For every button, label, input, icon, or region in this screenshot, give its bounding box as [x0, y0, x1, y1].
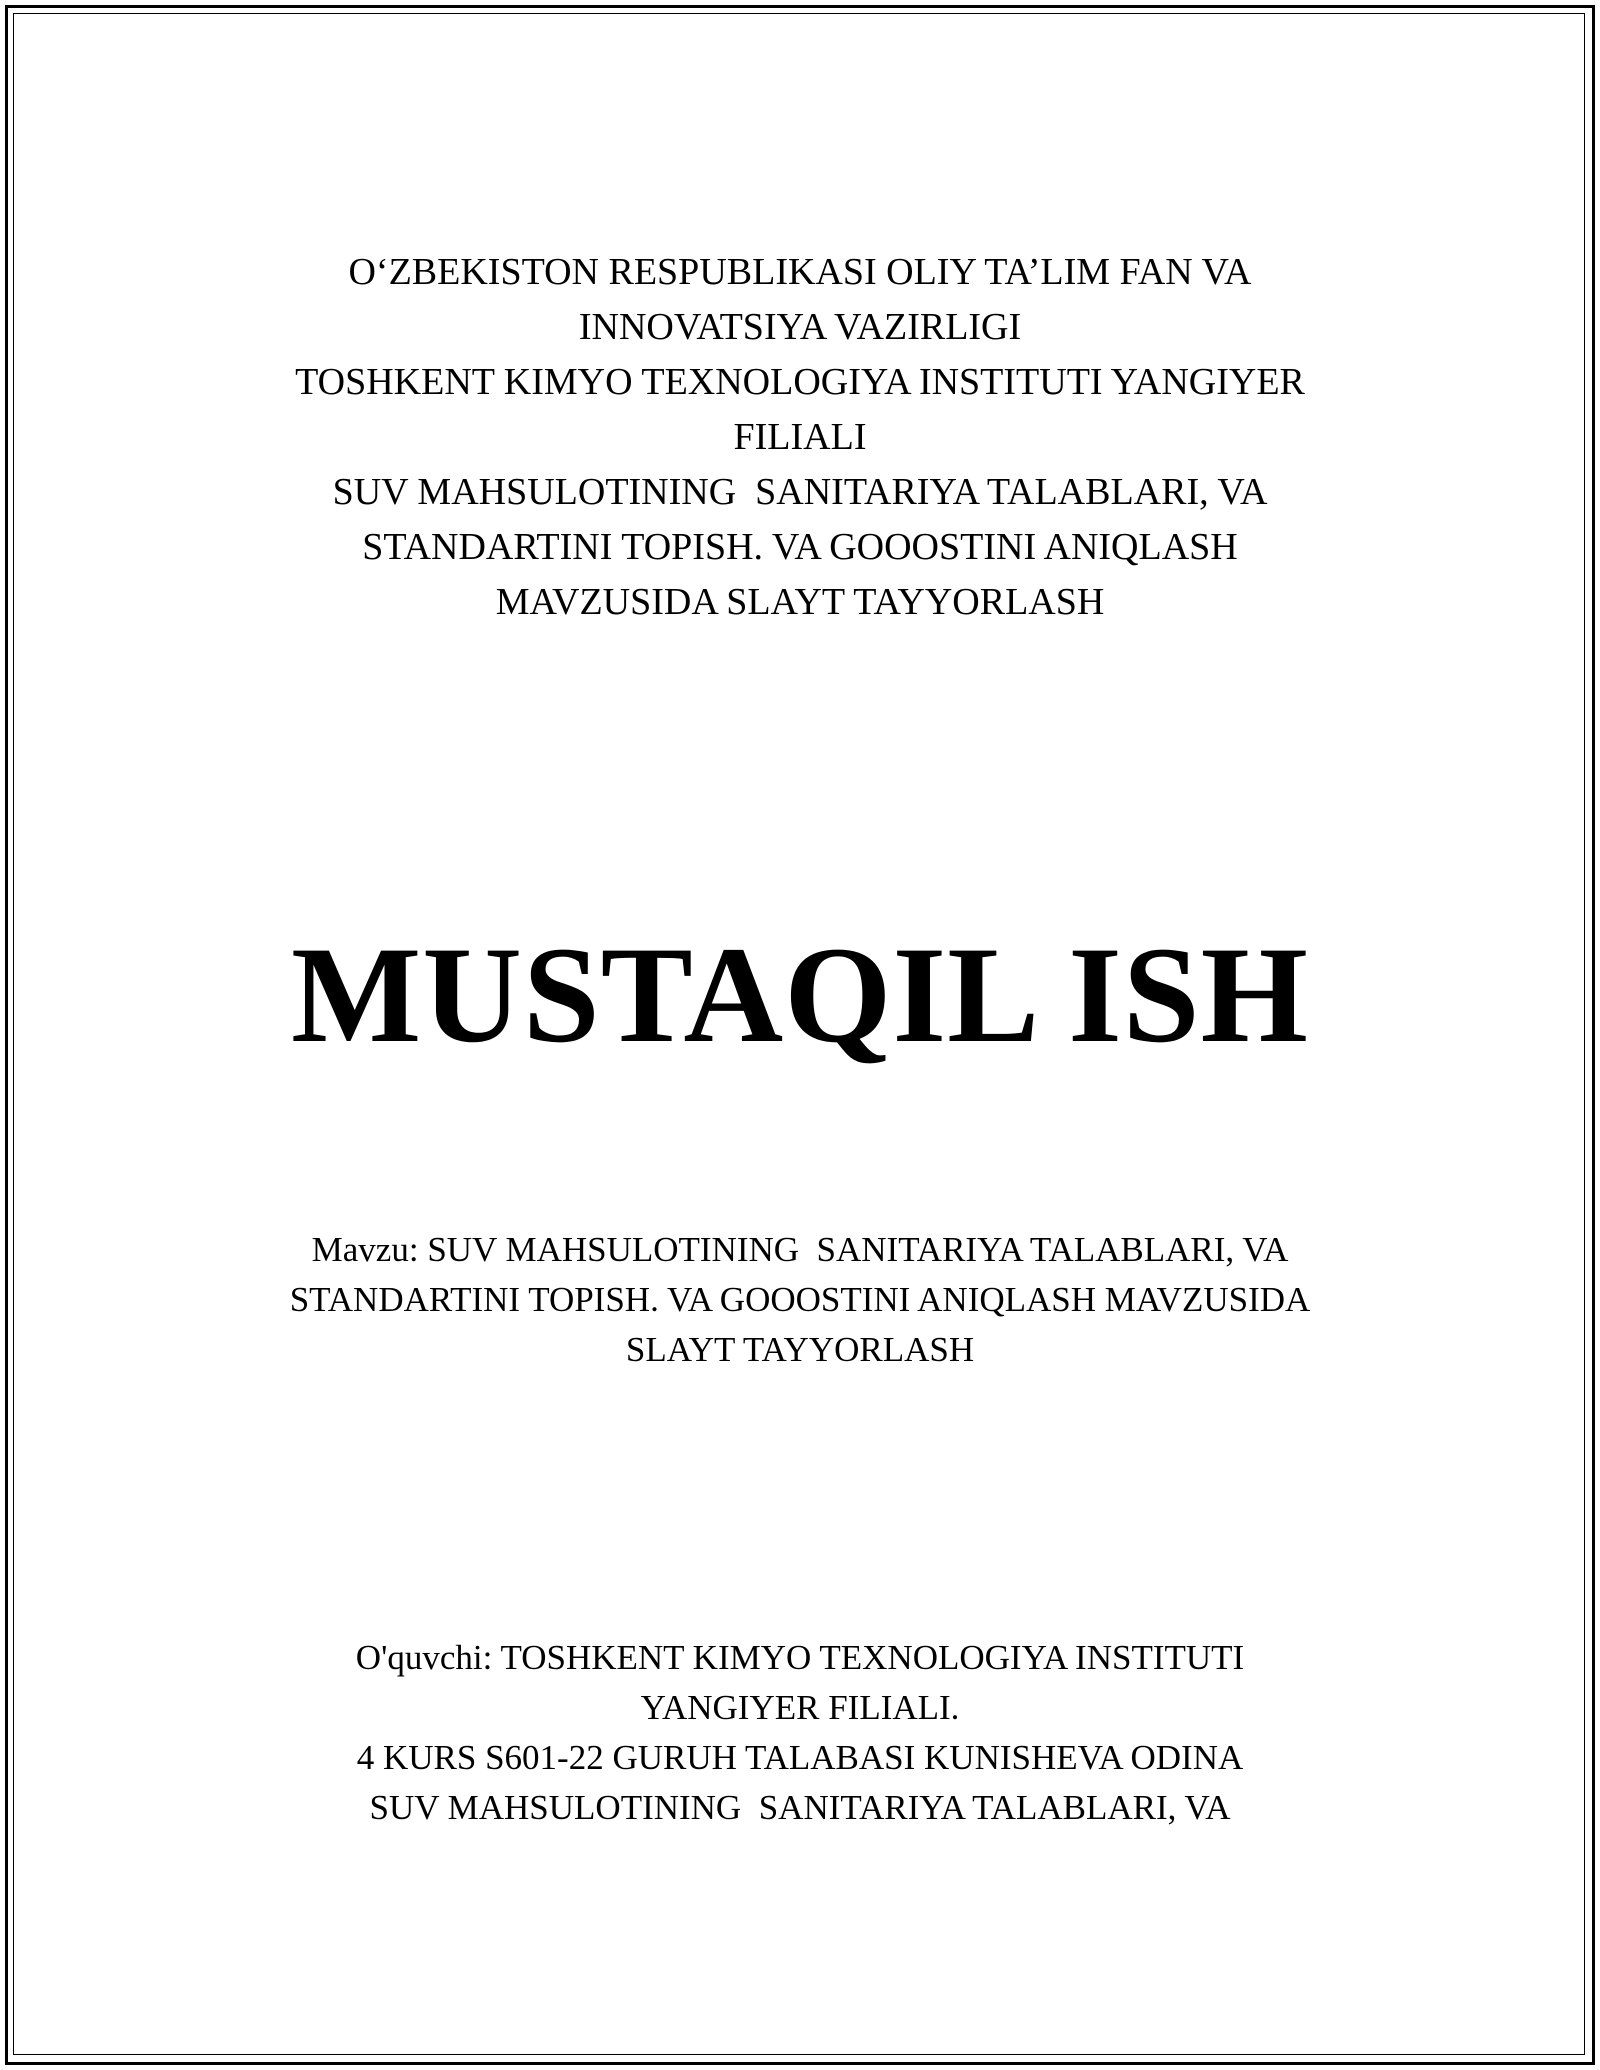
- header-line: FILIALI: [733, 416, 867, 458]
- header-line: STANDARTINI TOPISH. VA GOOOSTINI ANIQLASH: [362, 526, 1238, 568]
- institution-header: [160, 245, 1440, 630]
- student-line: SUV MAHSULOTINING SANITARIYA TALABLARI, VA: [369, 1788, 1231, 1827]
- document-title: MUSTAQIL ISH: [291, 918, 1309, 1071]
- header-line: SUV MAHSULOTINING SANITARIYA TALABLARI, VA: [332, 471, 1268, 513]
- header-line: INNOVATSIYA VAZIRLIGI: [578, 306, 1022, 348]
- topic-line: SLAYT TAYYORLASH: [625, 1330, 975, 1369]
- header-line: O‘ZBEKISTON RESPUBLIKASI OLIY TA’LIM FAN VA: [348, 251, 1252, 293]
- header-line: MAVZUSIDA SLAYT TAYYORLASH: [495, 581, 1105, 623]
- student-line: 4 KURS S601-22 GURUH TALABASI KUNISHEVA ODINA: [356, 1738, 1244, 1777]
- topic-line: STANDARTINI TOPISH. VA GOOOSTINI ANIQLASH MAVZUSIDA: [289, 1280, 1311, 1319]
- student-section: [160, 1633, 1440, 1833]
- topic-line: Mavzu: SUV MAHSULOTINING SANITARIYA TALABLARI, VA: [311, 1230, 1289, 1269]
- topic-section: [160, 1225, 1440, 1375]
- header-line: TOSHKENT KIMYO TEXNOLOGIYA INSTITUTI YANGIYER: [295, 361, 1305, 403]
- student-line: O'quvchi: TOSHKENT KIMYO TEXNOLOGIYA INSTITUTI: [355, 1638, 1245, 1677]
- student-line: YANGIYER FILIALI.: [640, 1688, 960, 1727]
